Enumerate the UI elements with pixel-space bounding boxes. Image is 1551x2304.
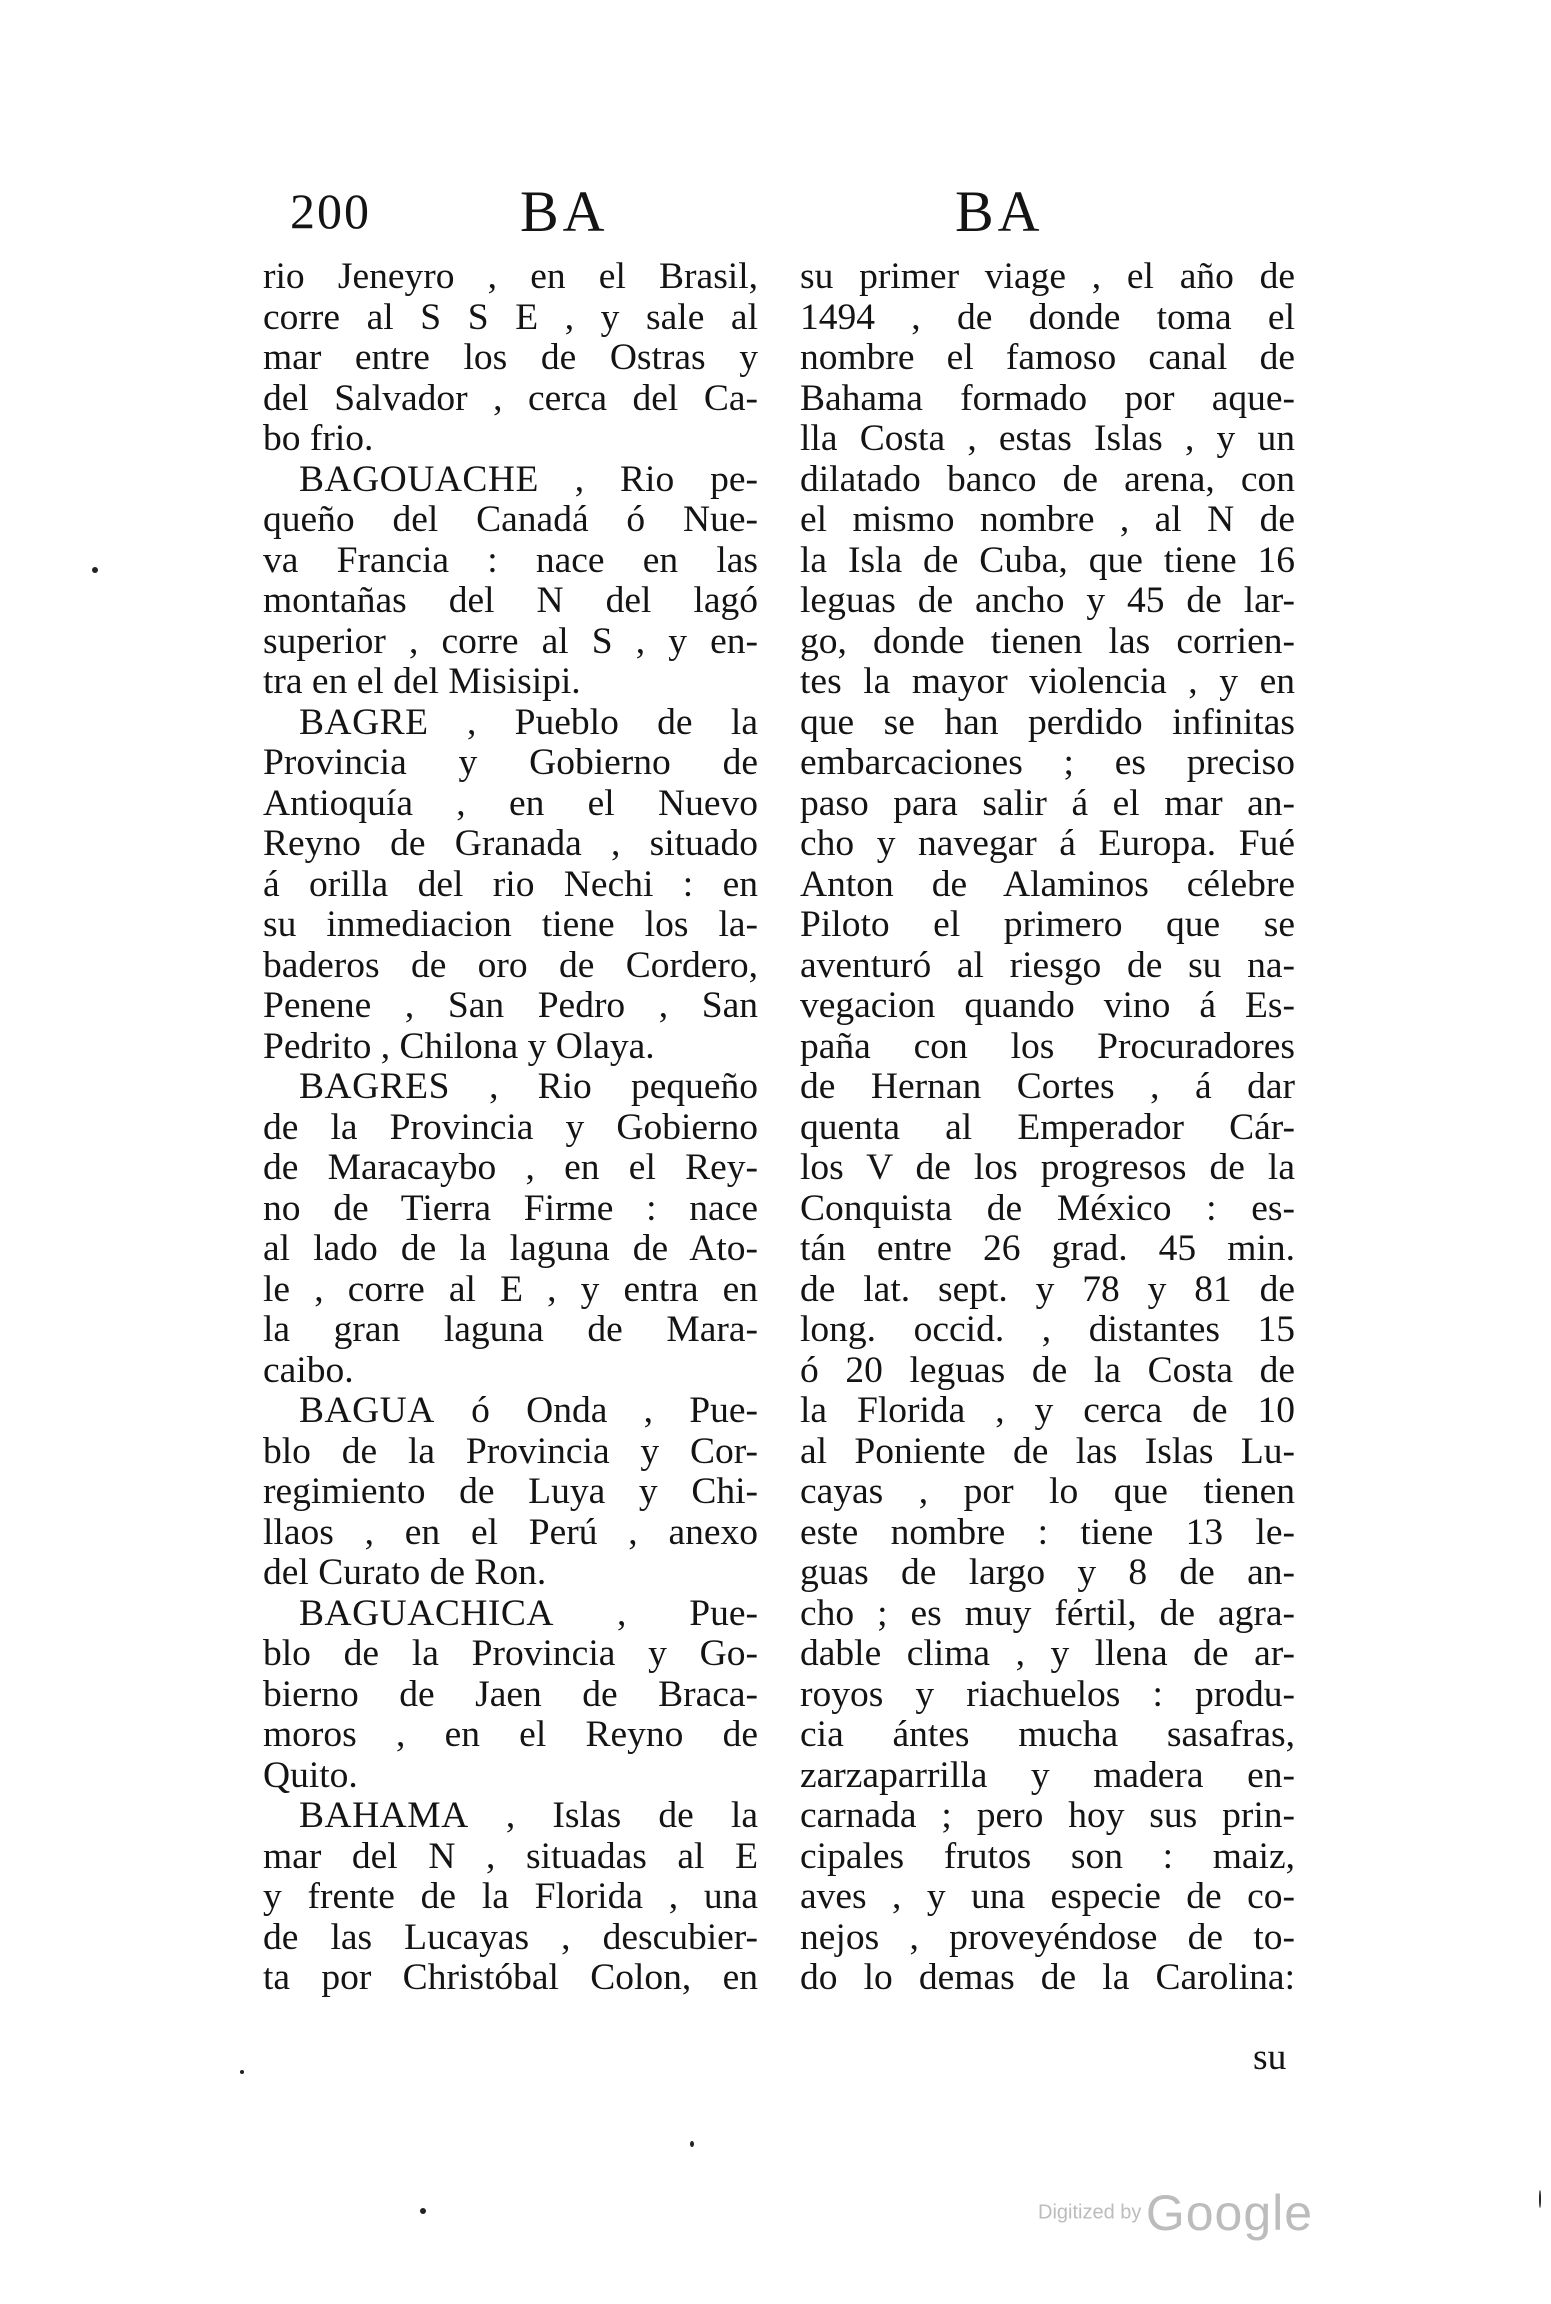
line-text: embarcaciones ; es preciso — [800, 742, 1295, 783]
digitized-by-google-watermark — [1038, 2184, 1313, 2242]
text-line — [800, 1067, 1295, 1108]
text-column-right — [800, 257, 1295, 1999]
text-line — [263, 1027, 758, 1068]
text-line — [800, 1918, 1295, 1959]
line-text: de Maracaybo , en el Rey- — [263, 1147, 758, 1188]
line-text: de lat. sept. y 78 y 81 de — [800, 1268, 1295, 1310]
line-text: cho y navegar á Europa. Fué — [800, 823, 1295, 864]
text-line — [800, 1027, 1295, 1068]
line-text: , Rio pequeño — [449, 1066, 758, 1107]
text-line — [263, 1837, 758, 1878]
text-line — [263, 1148, 758, 1189]
text-line — [800, 379, 1295, 420]
text-line — [800, 1877, 1295, 1918]
text-line — [263, 1108, 758, 1149]
text-line — [800, 1675, 1295, 1716]
scan-speck — [92, 567, 98, 573]
text-line — [263, 622, 758, 663]
line-text: do lo demas de la Carolina: — [800, 1957, 1295, 1998]
text-line — [263, 581, 758, 622]
text-line — [800, 865, 1295, 906]
text-line — [263, 1877, 758, 1918]
text-line — [800, 1351, 1295, 1392]
text-line — [263, 824, 758, 865]
text-line — [263, 662, 758, 703]
google-logo: Google — [1145, 2185, 1314, 2241]
line-text: regimiento de Luya y Chi- — [263, 1471, 758, 1512]
text-line — [800, 581, 1295, 622]
text-line — [800, 1513, 1295, 1554]
text-line — [800, 1472, 1295, 1513]
text-line — [263, 1351, 758, 1392]
catchword: su — [1253, 2037, 1287, 2078]
line-text: del Salvador , cerca del Ca- — [263, 377, 758, 419]
text-line — [263, 1513, 758, 1554]
text-line — [800, 784, 1295, 825]
line-text: paña con los Procuradores — [800, 1025, 1295, 1067]
text-line — [800, 1594, 1295, 1635]
running-head-right: BA — [955, 179, 1044, 244]
text-line — [800, 338, 1295, 379]
line-text: blo de la Provincia y Go- — [263, 1633, 758, 1674]
line-text: aves , y una especie de co- — [800, 1876, 1295, 1917]
scan-speck — [1539, 2190, 1541, 2208]
entry-first-line — [263, 460, 758, 501]
text-line — [800, 703, 1295, 744]
line-text: el mismo nombre , al N de — [800, 499, 1295, 540]
text-line — [800, 298, 1295, 339]
page-header — [0, 178, 1551, 258]
text-line — [800, 1634, 1295, 1675]
line-text: del Curato de Ron. — [263, 1552, 547, 1593]
line-text: quenta al Emperador Cár- — [800, 1106, 1295, 1148]
line-text: su primer viage , el año de — [800, 256, 1295, 297]
text-line — [800, 1796, 1295, 1837]
text-line — [263, 1229, 758, 1270]
line-text: los V de los progresos de la — [800, 1147, 1295, 1188]
line-text: superior , corre al S , y en- — [263, 620, 758, 662]
entry-first-line — [263, 703, 758, 744]
line-text: , Pue- — [554, 1592, 758, 1634]
text-line — [800, 1229, 1295, 1270]
line-text: dable clima , y llena de ar- — [800, 1633, 1295, 1674]
line-text: corre al S S E , y sale al — [263, 296, 758, 338]
line-text: Penene , San Pedro , San — [263, 985, 758, 1026]
text-line — [263, 986, 758, 1027]
entry-headword: BAGRES — [299, 1066, 450, 1107]
line-text: á orilla del rio Nechi : en — [263, 863, 758, 905]
line-text: guas de largo y 8 de an- — [800, 1552, 1295, 1593]
line-text: su inmediacion tiene los la- — [263, 904, 758, 945]
line-text: 1494 , de donde toma el — [800, 296, 1295, 338]
line-text: baderos de oro de Cordero, — [263, 944, 758, 986]
line-text: vegacion quando vino á Es- — [800, 985, 1295, 1026]
line-text: cia ántes mucha sasafras, — [800, 1714, 1295, 1755]
text-line — [263, 379, 758, 420]
text-line — [263, 1553, 758, 1594]
line-text: , Rio pe- — [538, 458, 758, 500]
line-text: la Isla de Cuba, que tiene 16 — [800, 539, 1295, 581]
text-line — [800, 986, 1295, 1027]
text-line — [263, 1432, 758, 1473]
line-text: Anton de Alaminos célebre — [800, 863, 1295, 905]
text-line — [800, 1270, 1295, 1311]
text-line — [800, 1148, 1295, 1189]
line-text: Pedrito , Chilona y Olaya. — [263, 1025, 655, 1067]
line-text: Bahama formado por aque- — [800, 377, 1295, 419]
text-line — [263, 298, 758, 339]
line-text: aventuró al riesgo de su na- — [800, 944, 1295, 986]
text-line — [263, 1472, 758, 1513]
text-line — [800, 905, 1295, 946]
text-line — [800, 541, 1295, 582]
text-line — [263, 1675, 758, 1716]
line-text: la gran laguna de Mara- — [263, 1309, 758, 1350]
text-line — [800, 946, 1295, 987]
line-text: Antioquía , en el Nuevo — [263, 782, 758, 824]
line-text: este nombre : tiene 13 le- — [800, 1511, 1295, 1553]
text-line — [263, 257, 758, 298]
text-line — [263, 865, 758, 906]
line-text: paso para salir á el mar an- — [800, 782, 1295, 824]
line-text: va Francia : nace en las — [263, 539, 758, 581]
scan-speck — [420, 2208, 426, 2214]
line-text: que se han perdido infinitas — [800, 701, 1295, 743]
line-text: de Hernan Cortes , á dar — [800, 1066, 1295, 1107]
text-line — [800, 1715, 1295, 1756]
entry-headword: BAGUA — [299, 1390, 435, 1431]
text-line — [800, 500, 1295, 541]
line-text: lla Costa , estas Islas , y un — [800, 418, 1295, 459]
line-text: mar del N , situadas al E — [263, 1835, 758, 1877]
page-number: 200 — [290, 183, 371, 239]
line-text: cayas , por lo que tienen — [800, 1471, 1295, 1512]
line-text: bierno de Jaen de Braca- — [263, 1673, 758, 1715]
text-line — [800, 1958, 1295, 1999]
watermark-prefix: Digitized by — [1038, 2201, 1142, 2224]
line-text: blo de la Provincia y Cor- — [263, 1430, 758, 1472]
line-text: montañas del N del lagó — [263, 580, 758, 621]
text-line — [800, 1189, 1295, 1230]
text-line — [263, 338, 758, 379]
line-text: tra en el del Misisipi. — [263, 661, 581, 702]
line-text: de las Lucayas , descubier- — [263, 1916, 758, 1958]
line-text: nombre el famoso canal de — [800, 337, 1295, 378]
text-line — [263, 1270, 758, 1311]
line-text: de la Provincia y Gobierno — [263, 1106, 758, 1148]
text-line — [800, 1391, 1295, 1432]
line-text: tán entre 26 grad. 45 min. — [800, 1228, 1295, 1269]
line-text: Quito. — [263, 1754, 358, 1796]
line-text: zarzaparrilla y madera en- — [800, 1754, 1295, 1796]
text-line — [800, 460, 1295, 501]
line-text: cipales frutos son : maiz, — [800, 1835, 1295, 1877]
line-text: , Pueblo de la — [428, 701, 758, 743]
line-text: ó 20 leguas de la Costa de — [800, 1349, 1295, 1391]
text-line — [800, 419, 1295, 460]
line-text: Reyno de Granada , situado — [263, 823, 758, 864]
scan-speck — [240, 2070, 244, 2074]
line-text: queño del Canadá ó Nue- — [263, 499, 758, 540]
line-text: royos y riachuelos : produ- — [800, 1673, 1295, 1715]
line-text: Provincia y Gobierno de — [263, 742, 758, 783]
entry-headword: BAHAMA — [299, 1795, 469, 1836]
text-line — [263, 500, 758, 541]
line-text: , Islas de la — [468, 1795, 758, 1836]
line-text: cho ; es muy fértil, de agra- — [800, 1592, 1295, 1634]
text-line — [263, 1756, 758, 1797]
text-line — [800, 1553, 1295, 1594]
text-line — [263, 1715, 758, 1756]
entry-first-line — [263, 1594, 758, 1635]
line-text: la Florida , y cerca de 10 — [800, 1390, 1295, 1431]
line-text: caibo. — [263, 1349, 354, 1391]
text-line — [263, 1634, 758, 1675]
text-line — [800, 1837, 1295, 1878]
text-line — [263, 784, 758, 825]
line-text: Piloto el primero que se — [800, 904, 1295, 945]
text-line — [800, 622, 1295, 663]
text-line — [263, 1918, 758, 1959]
entry-headword: BAGRE — [299, 701, 429, 743]
line-text: carnada ; pero hoy sus prin- — [800, 1795, 1295, 1836]
entry-first-line — [263, 1067, 758, 1108]
line-text: long. occid. , distantes 15 — [800, 1309, 1295, 1350]
text-line — [263, 905, 758, 946]
line-text: Conquista de México : es- — [800, 1187, 1295, 1229]
line-text: nejos , proveyéndose de to- — [800, 1916, 1295, 1958]
line-text: llaos , en el Perú , anexo — [263, 1511, 758, 1553]
line-text: ó Onda , Pue- — [434, 1390, 758, 1431]
scan-speck — [690, 2141, 694, 2147]
entry-first-line — [263, 1391, 758, 1432]
text-line — [800, 257, 1295, 298]
text-line — [263, 1310, 758, 1351]
line-text: rio Jeneyro , en el Brasil, — [263, 256, 758, 297]
line-text: al Poniente de las Islas Lu- — [800, 1430, 1295, 1472]
text-line — [263, 1958, 758, 1999]
entry-first-line — [263, 1796, 758, 1837]
text-line — [800, 1756, 1295, 1797]
text-line — [800, 1432, 1295, 1473]
line-text: leguas de ancho y 45 de lar- — [800, 580, 1295, 621]
text-line — [800, 662, 1295, 703]
text-line — [263, 946, 758, 987]
text-line — [263, 419, 758, 460]
text-line — [800, 743, 1295, 784]
text-line — [263, 541, 758, 582]
line-text: al lado de la laguna de Ato- — [263, 1228, 758, 1269]
text-line — [263, 1189, 758, 1230]
line-text: bo frio. — [263, 418, 374, 459]
text-line — [800, 1108, 1295, 1149]
text-line — [800, 824, 1295, 865]
text-line — [263, 743, 758, 784]
line-text: dilatado banco de arena, con — [800, 458, 1295, 500]
line-text: y frente de la Florida , una — [263, 1876, 758, 1917]
running-head-left: BA — [520, 179, 609, 244]
line-text: moros , en el Reyno de — [263, 1714, 758, 1755]
entry-headword: BAGOUACHE — [299, 458, 539, 500]
line-text: mar entre los de Ostras y — [263, 337, 758, 378]
line-text: no de Tierra Firme : nace — [263, 1187, 758, 1229]
line-text: le , corre al E , y entra en — [263, 1268, 758, 1310]
line-text: tes la mayor violencia , y en — [800, 661, 1295, 702]
line-text: go, donde tienen las corrien- — [800, 620, 1295, 662]
line-text: ta por Christóbal Colon, en — [263, 1957, 758, 1998]
text-line — [800, 1310, 1295, 1351]
entry-headword: BAGUACHICA — [299, 1592, 555, 1634]
text-column-left — [263, 257, 758, 1999]
